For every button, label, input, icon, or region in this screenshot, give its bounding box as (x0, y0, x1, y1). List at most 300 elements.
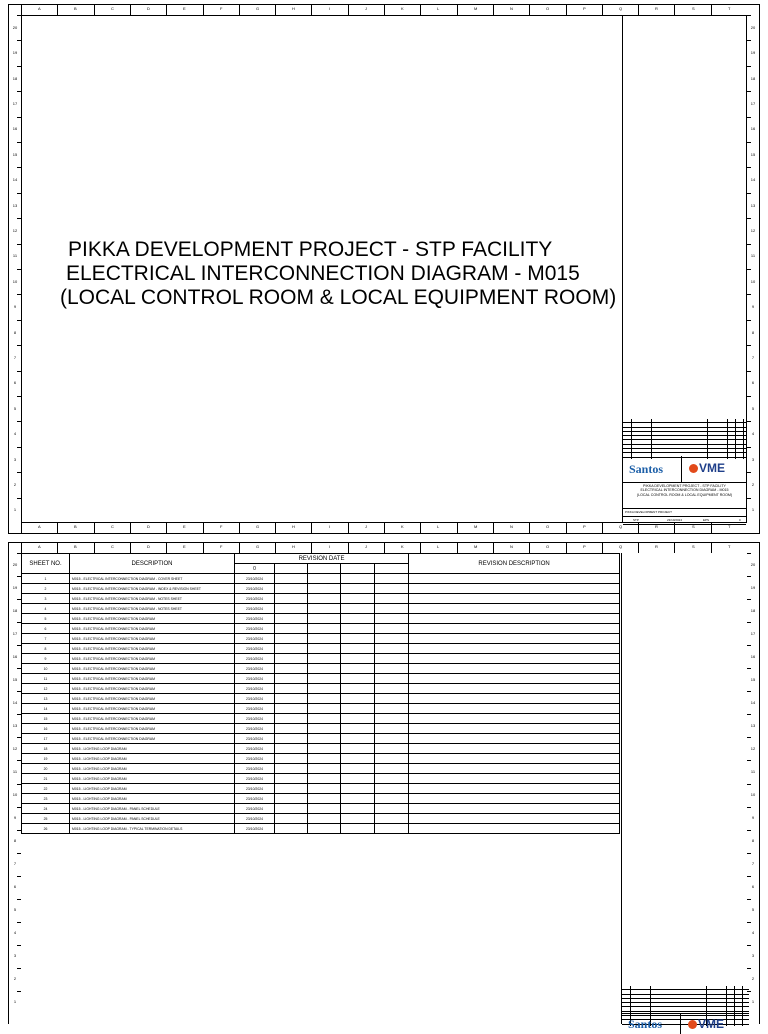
empty-cell (275, 654, 308, 664)
column-label: K (401, 544, 404, 549)
ruler-tick (602, 5, 603, 15)
empty-cell (308, 754, 341, 764)
ruler-tick (747, 91, 751, 92)
revision-date-cell: 23/10/2024 (235, 794, 275, 804)
description-cell: M015 - ELECTRICAL INTERCONNECTION DIAGRAM (70, 714, 235, 724)
title-block-divider-2 (621, 553, 622, 1024)
table-row (22, 634, 620, 644)
empty-cell (341, 574, 375, 584)
column-label: O (546, 6, 550, 11)
table-row (22, 584, 620, 594)
empty-cell (409, 614, 620, 624)
empty-cell (375, 694, 409, 704)
ruler-tick (747, 167, 751, 168)
empty-cell (409, 634, 620, 644)
empty-cell (375, 824, 409, 834)
empty-cell (409, 714, 620, 724)
vme-logo (689, 461, 725, 475)
description-cell: M015 - ELECTRICAL INTERCONNECTION DIAGRAM (70, 734, 235, 744)
index-sheet (8, 542, 760, 1031)
empty-cell (341, 734, 375, 744)
sheet-no-cell: 21 (22, 774, 70, 784)
empty-cell (308, 714, 341, 724)
empty-cell (375, 804, 409, 814)
column-label: L (437, 6, 440, 11)
ruler-tick (747, 830, 751, 831)
rev-col-0: 0 (235, 564, 275, 574)
row-label: 18 (12, 76, 18, 81)
col-sheet-no: SHEET NO. (22, 554, 70, 574)
revision-date-cell: 23/10/2024 (235, 784, 275, 794)
row-label: 11 (750, 769, 756, 774)
ruler-tick (17, 922, 21, 923)
column-label: J (365, 544, 367, 549)
row-label: 11 (750, 253, 756, 258)
empty-cell (375, 604, 409, 614)
ruler-tick (203, 543, 204, 553)
row-label: 7 (751, 861, 755, 866)
description-cell: M015 - ELECTRICAL INTERCONNECTION DIAGRAM (70, 634, 235, 644)
vme-logo-mark-icon (689, 464, 698, 473)
ruler-tick (747, 714, 751, 715)
empty-cell (308, 584, 341, 594)
ruler-tick (17, 853, 21, 854)
ruler-tick (457, 5, 458, 15)
row-label: 3 (13, 953, 17, 958)
empty-cell (375, 724, 409, 734)
ruler-tick (747, 40, 751, 41)
row-label: 5 (13, 406, 17, 411)
column-label: P (583, 6, 586, 11)
ruler-tick (747, 244, 751, 245)
column-label: K (401, 6, 404, 11)
sheet-no-cell: 24 (22, 804, 70, 814)
empty-cell (409, 724, 620, 734)
row-label: 3 (13, 457, 17, 462)
column-label: N (510, 6, 513, 11)
description-cell: M015 - LIGHTING LOOP DIAGRAM - PANEL SCHEDULE (70, 804, 235, 814)
ruler-tick (747, 421, 751, 422)
ruler-tick (602, 543, 603, 553)
table-row (22, 654, 620, 664)
column-label: M (474, 524, 478, 529)
empty-cell (409, 744, 620, 754)
empty-cell (409, 764, 620, 774)
ruler-tick (493, 543, 494, 553)
ruler-tick (747, 498, 751, 499)
column-label: I (329, 544, 331, 549)
empty-cell (375, 584, 409, 594)
sheet-no-cell: 25 (22, 814, 70, 824)
empty-cell (409, 804, 620, 814)
sheet-no-cell: 7 (22, 634, 70, 644)
tb-line-3: (LOCAL CONTROL ROOM & LOCAL EQUIPMENT ROOM) (636, 492, 733, 497)
revision-date-cell: 23/10/2024 (235, 584, 275, 594)
ruler-tick (203, 523, 204, 533)
empty-cell (409, 664, 620, 674)
row-label: 18 (12, 608, 18, 613)
row-label: 1 (751, 999, 755, 1004)
ruler-tick (311, 5, 312, 15)
table-row (22, 674, 620, 684)
empty-cell (341, 814, 375, 824)
row-label: 15 (750, 152, 756, 157)
empty-cell (308, 604, 341, 614)
ruler-tick (566, 5, 567, 15)
empty-cell (275, 574, 308, 584)
row-label: 16 (12, 126, 18, 131)
table-row (22, 804, 620, 814)
ruler-tick (747, 345, 751, 346)
description-cell: M015 - LIGHTING LOOP DIAGRAM - TYPICAL TERMINATION DETAILS (70, 824, 235, 834)
sheet-no-cell: 16 (22, 724, 70, 734)
ruler-tick (747, 599, 751, 600)
row-ruler-left-2 (9, 553, 21, 1014)
ruler-tick (130, 523, 131, 533)
santos-logo-2: Santos (628, 1017, 663, 1031)
revision-date-cell: 23/10/2024 (235, 724, 275, 734)
column-label: O (546, 524, 550, 529)
row-label: 4 (751, 431, 755, 436)
empty-cell (375, 814, 409, 824)
empty-cell (275, 624, 308, 634)
empty-cell (409, 694, 620, 704)
ruler-tick (57, 543, 58, 553)
row-label: 10 (12, 279, 18, 284)
ruler-tick (130, 543, 131, 553)
row-label: 8 (13, 838, 17, 843)
empty-cell (275, 704, 308, 714)
ruler-tick (275, 5, 276, 15)
logo-box (623, 456, 746, 483)
empty-cell (375, 754, 409, 764)
ruler-tick (17, 945, 21, 946)
row-label: 4 (13, 431, 17, 436)
row-ruler-right (747, 15, 759, 523)
tb-project: PIKKA DEVELOPMENT PROJECT (625, 510, 672, 514)
row-label: 5 (751, 406, 755, 411)
row-ruler-left (9, 15, 21, 523)
column-ruler-top (21, 5, 747, 15)
empty-cell (375, 794, 409, 804)
column-label: C (111, 524, 114, 529)
column-label: Q (619, 524, 623, 529)
tb-meta-row (623, 516, 746, 524)
empty-cell (275, 584, 308, 594)
description-cell: M015 - ELECTRICAL INTERCONNECTION DIAGRAM (70, 674, 235, 684)
santos-logo: Santos (629, 462, 664, 476)
column-label: C (111, 6, 114, 11)
column-label: A (38, 524, 41, 529)
ruler-tick (747, 968, 751, 969)
revision-date-cell: 23/10/2024 (235, 664, 275, 674)
description-cell: M015 - LIGHTING LOOP DIAGRAM (70, 764, 235, 774)
empty-cell (308, 764, 341, 774)
revision-grid-line (651, 419, 652, 459)
row-label: 1 (751, 507, 755, 512)
sheet-no-cell: 10 (22, 664, 70, 674)
ruler-tick (747, 945, 751, 946)
sheet-no-cell: 22 (22, 784, 70, 794)
empty-cell (308, 804, 341, 814)
row-label: 14 (12, 177, 18, 182)
column-label: S (692, 6, 695, 11)
empty-cell (308, 574, 341, 584)
ruler-tick (348, 523, 349, 533)
row-label: 16 (750, 126, 756, 131)
empty-cell (341, 614, 375, 624)
ruler-tick (420, 543, 421, 553)
table-row (22, 694, 620, 704)
empty-cell (308, 794, 341, 804)
ruler-tick (275, 523, 276, 533)
row-label: 2 (751, 482, 755, 487)
column-label: D (147, 544, 150, 549)
row-label: 12 (12, 746, 18, 751)
description-cell: M015 - ELECTRICAL INTERCONNECTION DIAGRAM (70, 644, 235, 654)
empty-cell (308, 814, 341, 824)
tb-meta-0: STP (633, 518, 639, 522)
ruler-tick (638, 5, 639, 15)
revision-date-cell: 23/10/2024 (235, 674, 275, 684)
revision-date-cell: 23/10/2024 (235, 754, 275, 764)
description-cell: M015 - ELECTRICAL INTERCONNECTION DIAGRAM (70, 704, 235, 714)
row-label: 18 (750, 608, 756, 613)
table-row (22, 754, 620, 764)
empty-cell (341, 784, 375, 794)
ruler-tick (17, 968, 21, 969)
revision-date-cell: 23/10/2024 (235, 764, 275, 774)
empty-cell (275, 814, 308, 824)
column-label: B (74, 6, 77, 11)
ruler-tick (348, 543, 349, 553)
description-cell: M015 - ELECTRICAL INTERCONNECTION DIAGRAM (70, 624, 235, 634)
revision-grid (623, 419, 746, 459)
empty-cell (341, 744, 375, 754)
tb-meta-3: 0 (739, 518, 741, 522)
empty-cell (375, 664, 409, 674)
ruler-tick (747, 447, 751, 448)
row-label: 2 (13, 976, 17, 981)
row-label: 8 (751, 838, 755, 843)
sheet-no-cell: 3 (22, 594, 70, 604)
column-label: Q (619, 6, 623, 11)
sheet-no-cell: 2 (22, 584, 70, 594)
revision-date-cell: 23/10/2024 (235, 734, 275, 744)
ruler-tick (17, 899, 21, 900)
revision-date-cell: 23/10/2024 (235, 624, 275, 634)
ruler-tick (21, 523, 22, 533)
ruler-tick (711, 543, 712, 553)
revision-date-cell: 23/10/2024 (235, 604, 275, 614)
description-cell: M015 - LIGHTING LOOP DIAGRAM (70, 794, 235, 804)
column-label: F (220, 524, 223, 529)
empty-cell (275, 604, 308, 614)
revision-date-cell: 23/10/2024 (235, 654, 275, 664)
ruler-tick (747, 691, 751, 692)
column-label: I (329, 6, 331, 11)
ruler-tick (747, 15, 751, 16)
empty-cell (308, 784, 341, 794)
ruler-tick (747, 784, 751, 785)
empty-cell (275, 734, 308, 744)
revision-grid-line (743, 419, 744, 459)
empty-cell (409, 624, 620, 634)
empty-cell (341, 764, 375, 774)
row-label: 8 (751, 330, 755, 335)
column-label: E (183, 6, 186, 11)
sheet-no-cell: 12 (22, 684, 70, 694)
tb-blank-row (623, 524, 746, 532)
revision-date-cell: 23/10/2024 (235, 804, 275, 814)
empty-cell (375, 764, 409, 774)
column-label: L (437, 544, 440, 549)
ruler-tick (311, 543, 312, 553)
sheet-no-cell: 11 (22, 674, 70, 684)
empty-cell (409, 674, 620, 684)
description-cell: M015 - LIGHTING LOOP DIAGRAM (70, 754, 235, 764)
empty-cell (275, 594, 308, 604)
row-label: 1 (13, 999, 17, 1004)
row-label: 20 (750, 562, 756, 567)
rev-col-empty (341, 564, 375, 574)
table-row (22, 824, 620, 834)
ruler-tick (311, 523, 312, 533)
empty-cell (409, 574, 620, 584)
empty-cell (275, 724, 308, 734)
column-label: M (474, 6, 478, 11)
revision-date-cell: 23/10/2024 (235, 614, 275, 624)
ruler-tick (747, 576, 751, 577)
sheet-no-cell: 8 (22, 644, 70, 654)
tb-line-2: ELECTRICAL INTERCONNECTION DIAGRAM - M015 (640, 488, 729, 493)
ruler-tick (239, 5, 240, 15)
row-label: 6 (751, 380, 755, 385)
row-label: 17 (12, 101, 18, 106)
empty-cell (341, 804, 375, 814)
title-line-3: (LOCAL CONTROL ROOM & LOCAL EQUIPMENT ROOM) (60, 286, 617, 309)
ruler-tick (203, 5, 204, 15)
empty-cell (275, 634, 308, 644)
empty-cell (275, 694, 308, 704)
vme-logo-mark-icon (688, 1020, 697, 1029)
empty-cell (341, 624, 375, 634)
column-label: R (655, 6, 658, 11)
ruler-tick (747, 876, 751, 877)
row-label: 13 (750, 723, 756, 728)
empty-cell (308, 594, 341, 604)
row-label: 16 (750, 654, 756, 659)
empty-cell (409, 654, 620, 664)
row-label: 15 (750, 677, 756, 682)
ruler-tick (239, 543, 240, 553)
rev-col-empty (375, 564, 409, 574)
empty-cell (308, 734, 341, 744)
ruler-tick (166, 543, 167, 553)
row-label: 17 (750, 631, 756, 636)
column-label: H (292, 524, 295, 529)
empty-cell (409, 784, 620, 794)
ruler-tick (493, 5, 494, 15)
empty-cell (409, 604, 620, 614)
row-label: 20 (12, 562, 18, 567)
description-cell: M015 - ELECTRICAL INTERCONNECTION DIAGRAM (70, 684, 235, 694)
column-label: G (256, 524, 260, 529)
ruler-tick (747, 922, 751, 923)
ruler-tick (602, 523, 603, 533)
table-row (22, 644, 620, 654)
revision-date-cell: 23/10/2024 (235, 714, 275, 724)
ruler-tick (747, 396, 751, 397)
vme-logo-2 (688, 1017, 724, 1031)
empty-cell (341, 634, 375, 644)
ruler-tick (384, 543, 385, 553)
empty-cell (375, 714, 409, 724)
row-label: 14 (750, 177, 756, 182)
ruler-tick (275, 543, 276, 553)
empty-cell (275, 784, 308, 794)
row-label: 17 (12, 631, 18, 636)
revision-grid-line (727, 419, 728, 459)
column-label: Q (619, 544, 623, 549)
title-block-text (623, 484, 746, 497)
empty-cell (375, 704, 409, 714)
ruler-tick (57, 523, 58, 533)
ruler-tick (747, 142, 751, 143)
empty-cell (375, 674, 409, 684)
column-label: B (74, 544, 77, 549)
revision-grid-line (631, 419, 632, 459)
sheet-no-cell: 1 (22, 574, 70, 584)
sheet-no-cell: 23 (22, 794, 70, 804)
row-label: 19 (12, 585, 18, 590)
description-cell: M015 - ELECTRICAL INTERCONNECTION DIAGRAM (70, 614, 235, 624)
empty-cell (275, 774, 308, 784)
column-label: C (111, 544, 114, 549)
description-cell: M015 - LIGHTING LOOP DIAGRAM (70, 774, 235, 784)
empty-cell (341, 594, 375, 604)
row-label: 9 (751, 304, 755, 309)
row-label: 9 (13, 815, 17, 820)
row-label: 20 (750, 25, 756, 30)
row-label: 19 (750, 585, 756, 590)
row-label: 14 (750, 700, 756, 705)
table-row (22, 664, 620, 674)
empty-cell (409, 824, 620, 834)
ruler-tick (747, 472, 751, 473)
empty-cell (341, 714, 375, 724)
column-label: O (546, 544, 550, 549)
revision-date-cell: 23/10/2024 (235, 744, 275, 754)
sheet-no-cell: 26 (22, 824, 70, 834)
revision-date-cell: 23/10/2024 (235, 814, 275, 824)
empty-cell (341, 674, 375, 684)
col-description: DESCRIPTION (70, 554, 235, 574)
column-label: G (256, 6, 260, 11)
description-cell: M015 - ELECTRICAL INTERCONNECTION DIAGRAM (70, 694, 235, 704)
ruler-tick (747, 760, 751, 761)
rev-col-empty (308, 564, 341, 574)
empty-cell (308, 724, 341, 734)
ruler-tick (638, 543, 639, 553)
ruler-tick (457, 523, 458, 533)
ruler-tick (94, 5, 95, 15)
empty-cell (341, 694, 375, 704)
description-cell: M015 - ELECTRICAL INTERCONNECTION DIAGRAM - COVER SHEET (70, 574, 235, 584)
empty-cell (409, 754, 620, 764)
empty-cell (409, 814, 620, 824)
empty-cell (341, 684, 375, 694)
